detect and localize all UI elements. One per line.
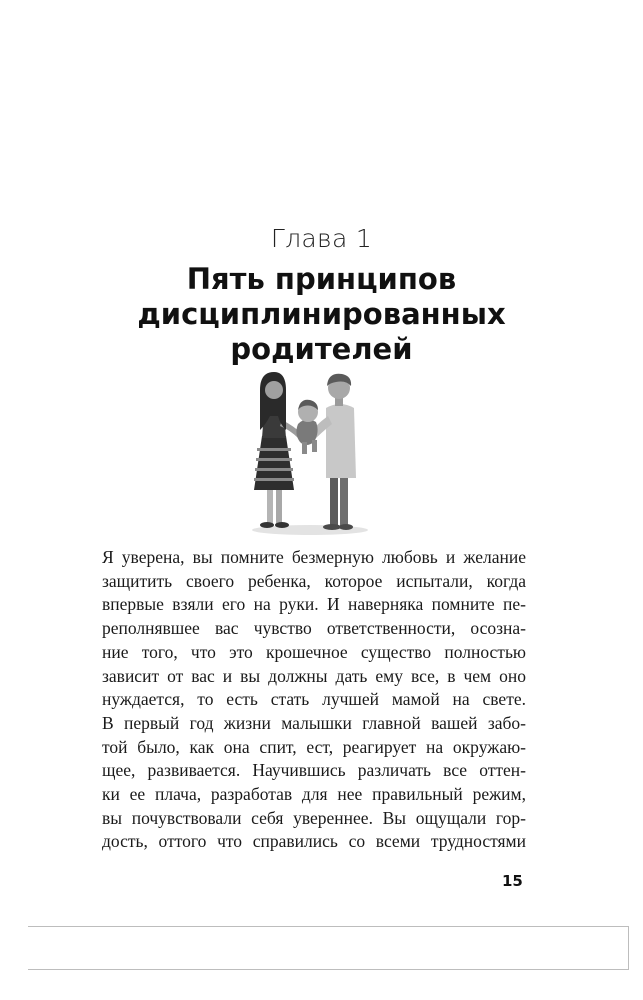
body-line: щее, развивается. Научившись различать все оттен- xyxy=(102,760,526,781)
chapter-title-line-3: родителей xyxy=(230,332,413,366)
body-line: ние того, что это крошечное существо полностью xyxy=(102,641,526,662)
body-line: вы почувствовали себя увереннее. Вы ощущали гор- xyxy=(102,807,526,828)
chapter-label: Глава 1 xyxy=(270,224,373,253)
body-paragraph xyxy=(102,546,526,854)
chapter-title xyxy=(0,262,643,367)
body-line: реполнявшее вас чувство ответственности, осозна- xyxy=(102,618,526,639)
bottom-frame xyxy=(28,926,629,970)
body-line: дость, оттого что справились со всеми трудностями xyxy=(102,831,526,852)
body-line: защитить своего ребенка, которое испытали, когда xyxy=(102,570,526,591)
body-line: зависит от вас и вы должны дать ему все, в чем оно xyxy=(102,665,526,686)
chapter-title-line-2: дисциплинированных xyxy=(137,297,506,331)
body-line: Я уверена, вы помните безмерную любовь и желание xyxy=(102,547,526,567)
body-line: В первый год жизни малышки главной вашей забо- xyxy=(102,712,526,733)
body-line: той было, как она спит, ест, реагирует на окружаю- xyxy=(102,736,526,757)
chapter-title-line-1: Пять принципов xyxy=(186,262,457,296)
body-line: впервые взяли его на руки. И наверняка помните пе- xyxy=(102,594,526,615)
body-line: ки ее плача, разработав для нее правильный режим, xyxy=(102,784,526,805)
body-line: нуждается, то есть стать лучшей мамой на свете. xyxy=(102,689,526,710)
family-parents-baby-illustration xyxy=(240,368,380,538)
page-number: 15 xyxy=(502,872,523,890)
